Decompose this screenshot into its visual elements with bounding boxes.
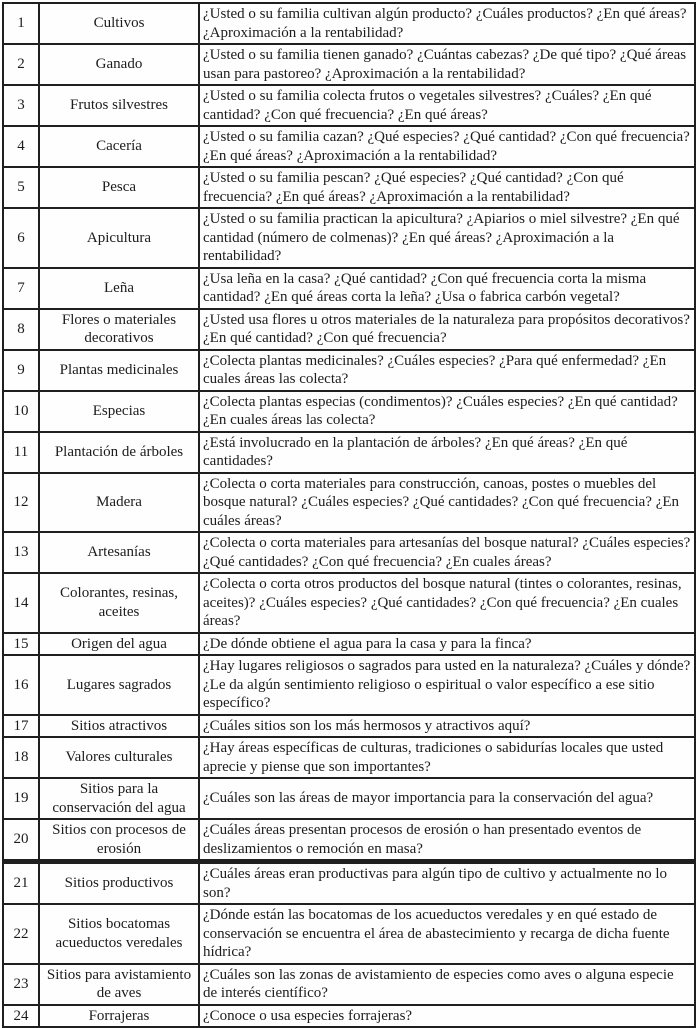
question-cell: ¿Cuáles áreas eran productivas para algún tipo de cultivo y actualmente no lo son? xyxy=(199,862,695,905)
row-number-cell: 3 xyxy=(3,85,39,126)
category-cell: Sitios atractivos xyxy=(39,715,199,738)
question-cell: ¿Está involucrado en la plantación de árboles? ¿En qué áreas? ¿En qué cantidades? xyxy=(199,432,695,473)
row-number-cell: 9 xyxy=(3,350,39,391)
row-number-cell: 24 xyxy=(3,1005,39,1028)
question-cell: ¿De dónde obtiene el agua para la casa y para la finca? xyxy=(199,633,695,656)
category-cell: Frutos silvestres xyxy=(39,85,199,126)
row-number-cell: 19 xyxy=(3,778,39,819)
row-number-cell: 18 xyxy=(3,737,39,778)
row-number-cell: 6 xyxy=(3,208,39,268)
question-cell: ¿Cuáles son las zonas de avistamiento de especies como aves o alguna especie de interés científico? xyxy=(199,964,695,1005)
table-row xyxy=(3,85,695,126)
category-cell: Sitios bocatomas acueductos veredales xyxy=(39,904,199,964)
category-cell: Colorantes, resinas, aceites xyxy=(39,573,199,633)
row-number-cell: 5 xyxy=(3,167,39,208)
table-row xyxy=(3,655,695,715)
question-cell: ¿Usted o su familia tienen ganado? ¿Cuántas cabezas? ¿De qué tipo? ¿Qué áreas usan para pastoreo? ¿Aproximación a la rentabilidad? xyxy=(199,44,695,85)
row-number-cell: 4 xyxy=(3,126,39,167)
table-row xyxy=(3,3,695,44)
questions-table xyxy=(2,2,696,1028)
row-number-cell: 11 xyxy=(3,432,39,473)
table-row xyxy=(3,862,695,905)
category-cell: Flores o materiales decorativos xyxy=(39,309,199,350)
row-number-cell: 17 xyxy=(3,715,39,738)
table-row xyxy=(3,432,695,473)
category-cell: Ganado xyxy=(39,44,199,85)
questions-table-body xyxy=(3,3,695,1027)
table-row xyxy=(3,167,695,208)
question-cell: ¿Usted o su familia cultivan algún producto? ¿Cuáles productos? ¿En qué áreas? ¿Aproximación a la rentabilidad? xyxy=(199,3,695,44)
row-number-cell: 15 xyxy=(3,633,39,656)
table-row xyxy=(3,904,695,964)
question-cell: ¿Colecta o corta materiales para artesanías del bosque natural? ¿Cuáles especies? ¿Qué cantidades? ¿Con qué frecuencia? ¿En cuales áreas? xyxy=(199,532,695,573)
category-cell: Forrajeras xyxy=(39,1005,199,1028)
category-cell: Cultivos xyxy=(39,3,199,44)
category-cell: Leña xyxy=(39,268,199,309)
table-row xyxy=(3,126,695,167)
category-cell: Artesanías xyxy=(39,532,199,573)
question-cell: ¿Usted o su familia practican la apicultura? ¿Apiarios o miel silvestre? ¿En qué cantidad (número de colmenas)? ¿En qué áreas? ¿Aproximación a la rentabilidad? xyxy=(199,208,695,268)
question-cell: ¿Hay áreas específicas de culturas, tradiciones o sabidurías locales que usted aprecie y piense que son importantes? xyxy=(199,737,695,778)
table-row xyxy=(3,633,695,656)
row-number-cell: 10 xyxy=(3,391,39,432)
table-row xyxy=(3,964,695,1005)
row-number-cell: 12 xyxy=(3,473,39,533)
table-row xyxy=(3,268,695,309)
question-cell: ¿Cuáles sitios son los más hermosos y atractivos aquí? xyxy=(199,715,695,738)
table-row xyxy=(3,819,695,862)
row-number-cell: 7 xyxy=(3,268,39,309)
table-row xyxy=(3,573,695,633)
category-cell: Sitios para la conservación del agua xyxy=(39,778,199,819)
category-cell: Valores culturales xyxy=(39,737,199,778)
category-cell: Cacería xyxy=(39,126,199,167)
category-cell: Sitios productivos xyxy=(39,862,199,905)
row-number-cell: 23 xyxy=(3,964,39,1005)
question-cell: ¿Colecta o corta otros productos del bosque natural (tintes o colorantes, resinas, aceites)? ¿Cuáles especies? ¿Qué cantidades? ¿Con qué frecuencia? ¿En cuales áreas? xyxy=(199,573,695,633)
table-row xyxy=(3,44,695,85)
question-cell: ¿Colecta plantas especias (condimentos)? ¿Cuáles especies? ¿En qué cantidad? ¿En cuales áreas las colecta? xyxy=(199,391,695,432)
table-row xyxy=(3,778,695,819)
category-cell: Lugares sagrados xyxy=(39,655,199,715)
question-cell: ¿Conoce o usa especies forrajeras? xyxy=(199,1005,695,1028)
question-cell: ¿Dónde están las bocatomas de los acueductos veredales y en qué estado de conservación se encuentra el área de abastecimiento y recarga de dicha fuente hídrica? xyxy=(199,904,695,964)
question-cell: ¿Colecta plantas medicinales? ¿Cuáles especies? ¿Para qué enfermedad? ¿En cuales áreas las colecta? xyxy=(199,350,695,391)
row-number-cell: 21 xyxy=(3,862,39,905)
category-cell: Pesca xyxy=(39,167,199,208)
row-number-cell: 16 xyxy=(3,655,39,715)
table-row xyxy=(3,1005,695,1028)
row-number-cell: 13 xyxy=(3,532,39,573)
row-number-cell: 8 xyxy=(3,309,39,350)
question-cell: ¿Usted o su familia colecta frutos o vegetales silvestres? ¿Cuáles? ¿En qué cantidad? ¿Con qué frecuencia? ¿En qué áreas? xyxy=(199,85,695,126)
table-row xyxy=(3,350,695,391)
category-cell: Especias xyxy=(39,391,199,432)
question-cell: ¿Usted o su familia pescan? ¿Qué especies? ¿Qué cantidad? ¿Con qué frecuencia? ¿En qué áreas? ¿Aproximación a la rentabilidad? xyxy=(199,167,695,208)
row-number-cell: 14 xyxy=(3,573,39,633)
category-cell: Madera xyxy=(39,473,199,533)
question-cell: ¿Usa leña en la casa? ¿Qué cantidad? ¿Con qué frecuencia corta la misma cantidad? ¿En qué áreas corta la leña? ¿Usa o fabrica carbón vegetal? xyxy=(199,268,695,309)
category-cell: Sitios con procesos de erosión xyxy=(39,819,199,862)
category-cell: Apicultura xyxy=(39,208,199,268)
row-number-cell: 1 xyxy=(3,3,39,44)
question-cell: ¿Cuáles son las áreas de mayor importancia para la conservación del agua? xyxy=(199,778,695,819)
question-cell: ¿Cuáles áreas presentan procesos de erosión o han presentado eventos de deslizamientos o remoción en masa? xyxy=(199,819,695,862)
category-cell: Origen del agua xyxy=(39,633,199,656)
category-cell: Plantas medicinales xyxy=(39,350,199,391)
table-row xyxy=(3,737,695,778)
table-row xyxy=(3,532,695,573)
question-cell: ¿Colecta o corta materiales para construcción, canoas, postes o muebles del bosque natural? ¿Cuáles especies? ¿Qué cantidades? ¿Con qué frecuencia? ¿En cuáles áreas? xyxy=(199,473,695,533)
table-row xyxy=(3,391,695,432)
row-number-cell: 20 xyxy=(3,819,39,862)
row-number-cell: 2 xyxy=(3,44,39,85)
table-row xyxy=(3,473,695,533)
question-cell: ¿Usted usa flores u otros materiales de la naturaleza para propósitos decorativos? ¿En qué cantidad? ¿Con qué frecuencia? xyxy=(199,309,695,350)
question-cell: ¿Hay lugares religiosos o sagrados para usted en la naturaleza? ¿Cuáles y dónde? ¿Le da algún sentimiento religioso o espiritual o valor específico a ese sitio específico? xyxy=(199,655,695,715)
table-row xyxy=(3,309,695,350)
table-row xyxy=(3,208,695,268)
table-row xyxy=(3,715,695,738)
question-cell: ¿Usted o su familia cazan? ¿Qué especies? ¿Qué cantidad? ¿Con qué frecuencia? ¿En qué áreas? ¿Aproximación a la rentabilidad? xyxy=(199,126,695,167)
row-number-cell: 22 xyxy=(3,904,39,964)
category-cell: Plantación de árboles xyxy=(39,432,199,473)
category-cell: Sitios para avistamiento de aves xyxy=(39,964,199,1005)
